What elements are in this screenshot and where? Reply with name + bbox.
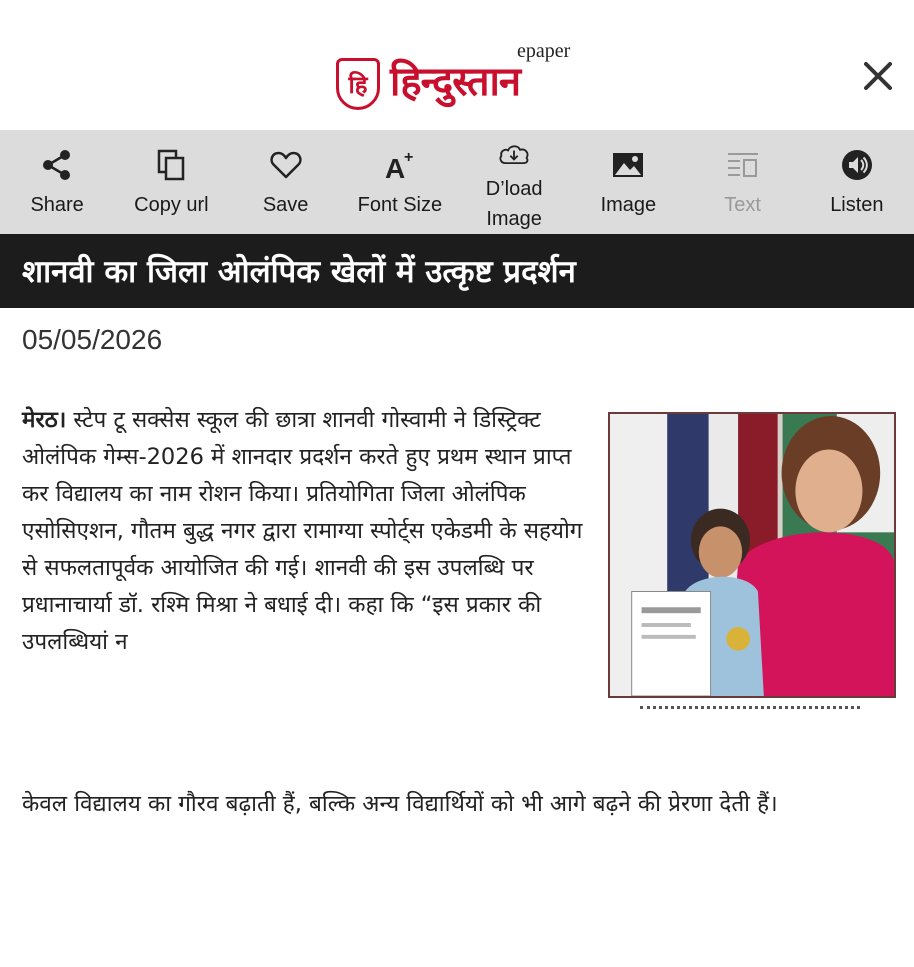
download-label-line1: D’load	[485, 178, 543, 200]
font-size-label: Font Size	[357, 194, 443, 216]
copy-icon	[154, 148, 188, 182]
logo-word: हिन्दुस्तान	[390, 59, 521, 105]
cloud-download-icon	[497, 138, 531, 172]
close-button[interactable]	[856, 56, 900, 96]
share-button[interactable]	[2, 130, 112, 234]
svg-text:A: A	[384, 153, 406, 182]
masthead	[0, 0, 914, 130]
logo-mark-text: हि	[348, 70, 368, 99]
listen-button[interactable]	[802, 130, 912, 234]
article-body	[22, 402, 588, 661]
copy-url-label: Copy url	[134, 194, 209, 216]
download-image-label	[486, 174, 543, 234]
action-toolbar	[0, 130, 914, 234]
close-icon	[862, 60, 894, 92]
save-label: Save	[262, 194, 309, 216]
share-label: Share	[30, 194, 84, 216]
article-paragraph-1: स्टेप टू सक्सेस स्कूल की छात्रा शानवी गोस्वामी ने डिस्ट्रिक्ट ओलंपिक गेम्स-2026 में शानदार प्रदर्शन करते हुए प्रथम स्थान प्राप्त कर विद्यालय का नाम रोशन किया। प्रतियोगिता जिला ओलंपिक एसोसिएशन, गौतम बुद्ध नगर द्वारा रामाग्या स्पोर्ट्स एकेडमी के सहयोग से सफलतापूर्वक आयोजित की गई। शानवी की इस उपलब्धि पर प्रधानाचार्या डॉ. रश्मि मिश्रा ने बधाई दी। कहा कि “इस प्रकार की उपलब्धियां न	[22, 407, 583, 655]
listen-label: Listen	[830, 194, 884, 216]
logo-epaper-label: epaper	[517, 40, 571, 62]
image-icon	[611, 148, 645, 182]
image-label: Image	[600, 194, 657, 216]
text-label: Text	[724, 194, 761, 216]
article-headline: शानवी का जिला ओलंपिक खेलों में उत्कृष्ट प्रदर्शन	[0, 234, 914, 308]
save-button[interactable]	[231, 130, 341, 234]
hindustan-logo[interactable]	[336, 40, 596, 120]
article-date: 05/05/2026	[22, 324, 163, 355]
text-icon	[726, 148, 760, 182]
svg-text:+: +	[403, 149, 414, 166]
copy-url-button[interactable]	[116, 130, 226, 234]
download-label-line2: Image	[486, 208, 542, 230]
image-button[interactable]	[573, 130, 683, 234]
photo-caption-divider	[640, 706, 860, 715]
text-button[interactable]	[688, 130, 798, 234]
download-image-button[interactable]	[459, 130, 569, 234]
speaker-icon	[840, 148, 874, 182]
article-paragraph-2: केवल विद्यालय का गौरव बढ़ाती हैं, बल्कि अन्य विद्यार्थियों को भी आगे बढ़ने की प्रेरणा देती हैं।	[22, 791, 778, 817]
heart-icon	[269, 148, 303, 182]
font-size-icon	[383, 148, 417, 182]
photo-illustration	[610, 414, 894, 696]
share-icon	[40, 148, 74, 182]
logo-mark	[336, 58, 380, 110]
article-dateline: मेरठ।	[22, 407, 67, 433]
font-size-button[interactable]	[345, 130, 455, 234]
article-photo[interactable]	[608, 412, 896, 698]
